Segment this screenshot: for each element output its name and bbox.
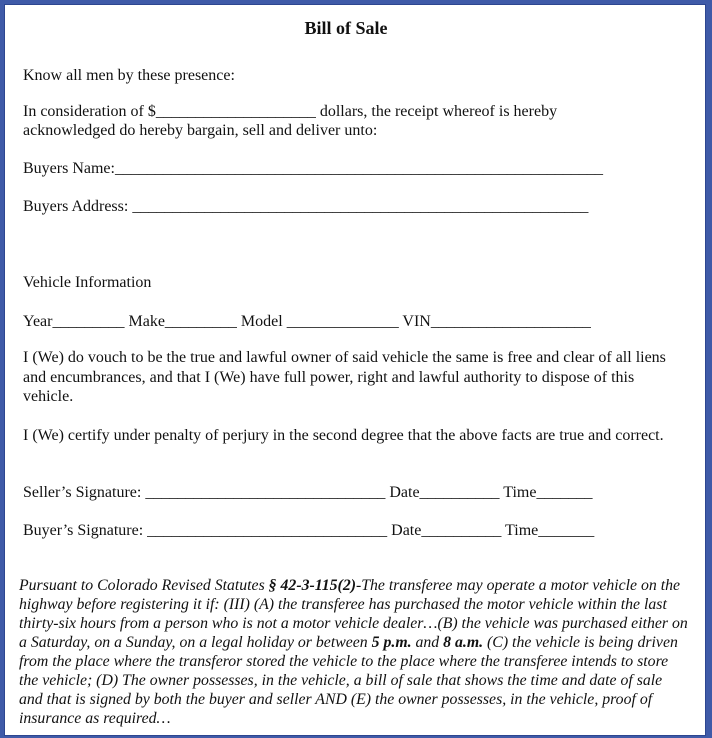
buyers-address-field: Buyers Address: _________________________________________________________ bbox=[23, 198, 589, 215]
statute-prefix: Pursuant to Colorado Revised Statutes bbox=[19, 577, 269, 594]
buyer-signature-line: Buyer’s Signature: ______________________________ Date__________ Time_______ bbox=[23, 522, 595, 539]
statute-paragraph bbox=[19, 576, 689, 728]
bill-of-sale-page bbox=[4, 4, 706, 736]
consideration-line-1: In consideration of $____________________ dollars, the receipt whereof is hereby bbox=[23, 103, 558, 120]
vehicle-fields: Year_________ Make_________ Model ______________ VIN____________________ bbox=[23, 313, 591, 330]
document-title: Bill of Sale bbox=[304, 18, 388, 38]
statute-time-1: 5 p.m. bbox=[371, 634, 412, 651]
owner-vouch-paragraph: I (We) do vouch to be the true and lawful owner of said vehicle the same is free and clear of all liens and encumbrances, and that I (We) have full power, right and lawful authority to dispose of this vehicle. bbox=[23, 349, 666, 405]
certify-paragraph: I (We) certify under penalty of perjury in the second degree that the above facts are true and correct. bbox=[23, 427, 664, 444]
statute-body-c: (C) the vehicle is being driven from the place where the transferor stored the vehicle to the place where the transferee intends to store the vehicle; (D) The owner possesses, in the vehicle, a bill of sale that shows the time and date of sale and that is signed by both the buyer and seller AND (E) the owner possesses, in the vehicle, proof of insurance as required… bbox=[19, 634, 678, 727]
consideration-line-2: acknowledged do hereby bargain, sell and deliver unto: bbox=[23, 122, 378, 139]
statute-body-a: -The transferee may operate a motor vehicle on the highway before registering it if: (III) (A) the transferee has purchased the motor vehicle within the last thirty-six hours from a person who is not a motor vehicle dealer…(B) the vehicle was purchased either on a Saturday, on a Sunday, on a legal holiday or between bbox=[19, 577, 688, 651]
statute-reference: § 42-3-115(2) bbox=[268, 577, 356, 594]
seller-signature-line: Seller’s Signature: ______________________________ Date__________ Time_______ bbox=[23, 484, 593, 501]
statute-time-2: 8 a.m. bbox=[443, 634, 484, 651]
buyers-name-field: Buyers Name:_____________________________________________________________ bbox=[23, 160, 603, 177]
vehicle-info-heading: Vehicle Information bbox=[23, 274, 152, 291]
statute-body-b: and bbox=[411, 634, 444, 651]
intro-line: Know all men by these presence: bbox=[23, 67, 235, 84]
